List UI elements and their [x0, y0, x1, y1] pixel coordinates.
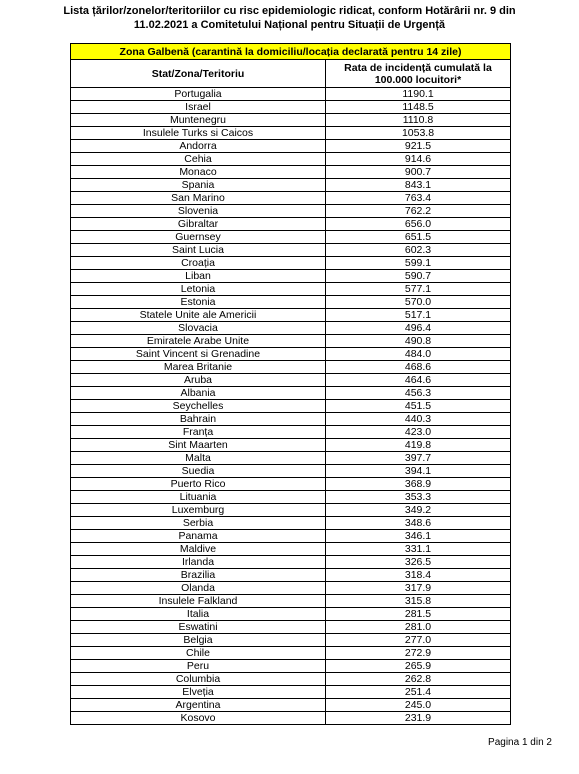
country-cell: Seychelles [71, 400, 326, 413]
country-cell: Statele Unite ale Americii [71, 309, 326, 322]
country-cell: San Marino [71, 192, 326, 205]
rate-cell: 317.9 [326, 582, 511, 595]
rate-cell: 464.6 [326, 374, 511, 387]
country-cell: Andorra [71, 140, 326, 153]
column-header-rate: Rata de incidență cumulată la 100.000 locuitori* [326, 60, 511, 88]
table-row [71, 634, 511, 647]
table-row [71, 153, 511, 166]
rate-cell: 397.7 [326, 452, 511, 465]
country-cell: Serbia [71, 517, 326, 530]
rate-cell: 570.0 [326, 296, 511, 309]
rate-cell: 315.8 [326, 595, 511, 608]
table-row [71, 127, 511, 140]
rate-cell: 577.1 [326, 283, 511, 296]
table-row [71, 673, 511, 686]
country-cell: Brazilia [71, 569, 326, 582]
rate-cell: 272.9 [326, 647, 511, 660]
zone-header-row [71, 44, 511, 60]
table-row [71, 452, 511, 465]
rate-cell: 262.8 [326, 673, 511, 686]
rate-cell: 423.0 [326, 426, 511, 439]
table-row [71, 296, 511, 309]
country-cell: Croația [71, 257, 326, 270]
country-cell: Irlanda [71, 556, 326, 569]
table-row [71, 231, 511, 244]
country-cell: Emiratele Arabe Unite [71, 335, 326, 348]
rate-cell: 281.5 [326, 608, 511, 621]
rate-cell: 251.4 [326, 686, 511, 699]
table-row [71, 439, 511, 452]
table-row [71, 543, 511, 556]
country-cell: Peru [71, 660, 326, 673]
country-cell: Argentina [71, 699, 326, 712]
country-cell: Spania [71, 179, 326, 192]
table-row [71, 686, 511, 699]
rate-cell: 1110.8 [326, 114, 511, 127]
table-row [71, 244, 511, 257]
table-row [71, 699, 511, 712]
rate-cell: 348.6 [326, 517, 511, 530]
country-cell: Bahrain [71, 413, 326, 426]
table-row [71, 478, 511, 491]
table-row [71, 218, 511, 231]
rate-cell: 277.0 [326, 634, 511, 647]
rate-cell: 326.5 [326, 556, 511, 569]
rate-cell: 651.5 [326, 231, 511, 244]
table-row [71, 348, 511, 361]
country-cell: Gibraltar [71, 218, 326, 231]
country-cell: Muntenegru [71, 114, 326, 127]
country-cell: Aruba [71, 374, 326, 387]
table-row [71, 426, 511, 439]
country-cell: Monaco [71, 166, 326, 179]
rate-cell: 318.4 [326, 569, 511, 582]
rate-cell: 1053.8 [326, 127, 511, 140]
page-number: Pagina 1 din 2 [488, 737, 552, 748]
rate-cell: 353.3 [326, 491, 511, 504]
country-cell: Albania [71, 387, 326, 400]
table-row [71, 712, 511, 725]
table-row [71, 257, 511, 270]
table-row [71, 270, 511, 283]
table-row [71, 582, 511, 595]
rate-cell: 900.7 [326, 166, 511, 179]
country-cell: Italia [71, 608, 326, 621]
country-cell: Slovacia [71, 322, 326, 335]
country-cell: Lituania [71, 491, 326, 504]
table-row [71, 556, 511, 569]
rate-cell: 599.1 [326, 257, 511, 270]
country-cell: Insulele Falkland [71, 595, 326, 608]
rate-cell: 331.1 [326, 543, 511, 556]
country-cell: Estonia [71, 296, 326, 309]
rate-cell: 843.1 [326, 179, 511, 192]
rate-cell: 1148.5 [326, 101, 511, 114]
table-row [71, 179, 511, 192]
rate-cell: 484.0 [326, 348, 511, 361]
rate-cell: 914.6 [326, 153, 511, 166]
rate-cell: 394.1 [326, 465, 511, 478]
rate-cell: 231.9 [326, 712, 511, 725]
rate-cell: 265.9 [326, 660, 511, 673]
rate-cell: 346.1 [326, 530, 511, 543]
title-line-2: 11.02.2021 a Comitetului Național pentru Situații de Urgență [133, 19, 446, 31]
rate-cell: 419.8 [326, 439, 511, 452]
country-cell: Israel [71, 101, 326, 114]
country-cell: Sint Maarten [71, 439, 326, 452]
rate-cell: 517.1 [326, 309, 511, 322]
rate-cell: 245.0 [326, 699, 511, 712]
table-row [71, 374, 511, 387]
country-cell: Columbia [71, 673, 326, 686]
country-cell: Cehia [71, 153, 326, 166]
table-row [71, 283, 511, 296]
country-cell: Liban [71, 270, 326, 283]
table-row [71, 517, 511, 530]
table-row [71, 491, 511, 504]
country-cell: Panama [71, 530, 326, 543]
country-cell: Letonia [71, 283, 326, 296]
title-line-1: Lista țărilor/zonelor/teritoriilor cu risc epidemiologic ridicat, conform Hotărârii nr. 9 din [63, 5, 516, 17]
table-row [71, 660, 511, 673]
table-row [71, 387, 511, 400]
rate-cell: 921.5 [326, 140, 511, 153]
table-row [71, 569, 511, 582]
rate-cell: 490.8 [326, 335, 511, 348]
rate-cell: 496.4 [326, 322, 511, 335]
country-cell: Portugalia [71, 88, 326, 101]
table-row [71, 400, 511, 413]
country-cell: Franța [71, 426, 326, 439]
rate-cell: 451.5 [326, 400, 511, 413]
country-cell: Chile [71, 647, 326, 660]
country-cell: Saint Lucia [71, 244, 326, 257]
rate-cell: 440.3 [326, 413, 511, 426]
table-row [71, 101, 511, 114]
table-row [71, 413, 511, 426]
rate-cell: 468.6 [326, 361, 511, 374]
rate-cell: 763.4 [326, 192, 511, 205]
country-cell: Belgia [71, 634, 326, 647]
table-row [71, 530, 511, 543]
table-row [71, 504, 511, 517]
table-row [71, 608, 511, 621]
rate-cell: 602.3 [326, 244, 511, 257]
country-cell: Guernsey [71, 231, 326, 244]
table-row [71, 335, 511, 348]
column-header-row [71, 60, 511, 88]
country-cell: Slovenia [71, 205, 326, 218]
rate-cell: 368.9 [326, 478, 511, 491]
risk-countries-table [70, 43, 511, 725]
table-row [71, 361, 511, 374]
rate-cell: 281.0 [326, 621, 511, 634]
table-row [71, 465, 511, 478]
table-row [71, 88, 511, 101]
rate-cell: 349.2 [326, 504, 511, 517]
table-row [71, 595, 511, 608]
country-cell: Olanda [71, 582, 326, 595]
country-cell: Maldive [71, 543, 326, 556]
table-row [71, 140, 511, 153]
table-row [71, 621, 511, 634]
table-body [71, 88, 511, 725]
table-row [71, 205, 511, 218]
country-cell: Saint Vincent si Grenadine [71, 348, 326, 361]
table-row [71, 309, 511, 322]
rate-cell: 762.2 [326, 205, 511, 218]
table-row [71, 192, 511, 205]
table-row [71, 322, 511, 335]
table-row [71, 166, 511, 179]
country-cell: Puerto Rico [71, 478, 326, 491]
country-cell: Eswatini [71, 621, 326, 634]
rate-cell: 590.7 [326, 270, 511, 283]
country-cell: Suedia [71, 465, 326, 478]
country-cell: Elveția [71, 686, 326, 699]
country-cell: Kosovo [71, 712, 326, 725]
column-header-country: Stat/Zona/Teritoriu [71, 60, 326, 88]
document-title [0, 4, 579, 32]
rate-cell: 1190.1 [326, 88, 511, 101]
country-cell: Insulele Turks si Caicos [71, 127, 326, 140]
country-cell: Malta [71, 452, 326, 465]
country-cell: Luxemburg [71, 504, 326, 517]
country-cell: Marea Britanie [71, 361, 326, 374]
rate-cell: 656.0 [326, 218, 511, 231]
zone-header: Zona Galbenă (carantină la domiciliu/locația declarată pentru 14 zile) [71, 44, 511, 60]
rate-cell: 456.3 [326, 387, 511, 400]
table-row [71, 114, 511, 127]
table-row [71, 647, 511, 660]
